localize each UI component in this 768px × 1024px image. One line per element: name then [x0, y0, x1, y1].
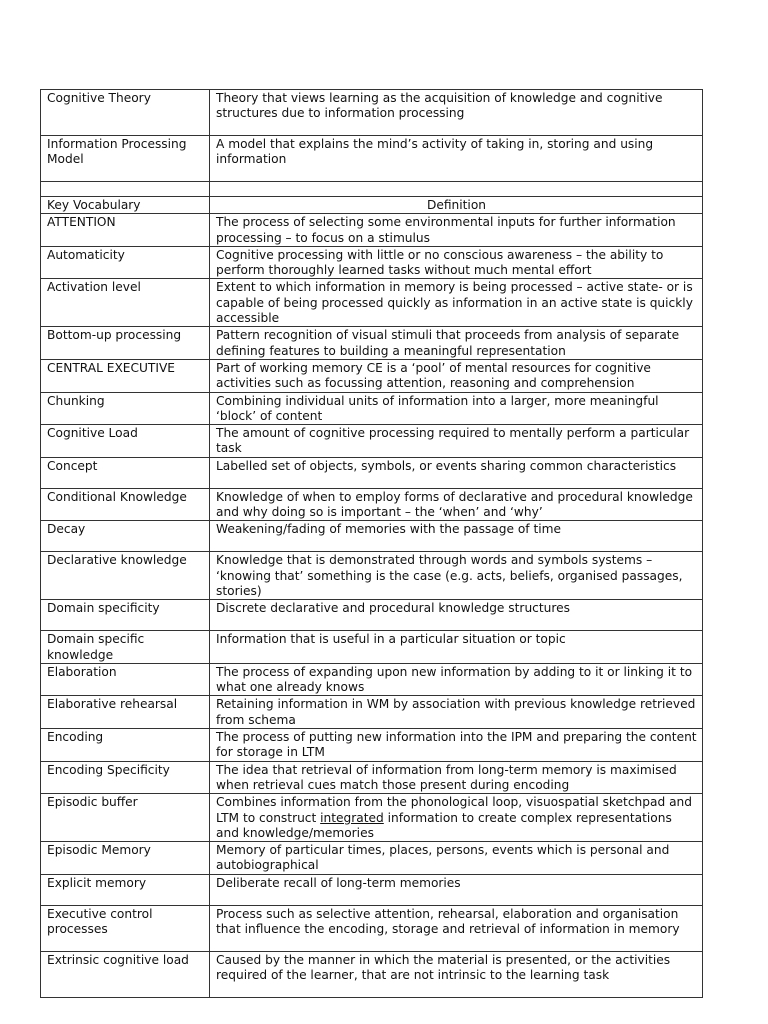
- term-cell: Cognitive Theory: [41, 90, 210, 136]
- table-row: [41, 279, 703, 327]
- term-cell: Domain specificity: [41, 600, 210, 631]
- table-row: [41, 392, 703, 425]
- definition-cell: Retaining information in WM by association with previous knowledge retrieved from schema: [210, 696, 703, 729]
- definition-cell: Deliberate recall of long-term memories: [210, 874, 703, 905]
- definition-cell: Theory that views learning as the acquisition of knowledge and cognitive structures due to information processing: [210, 90, 703, 136]
- table-row: [41, 521, 703, 552]
- empty-cell: [41, 182, 210, 197]
- term-cell: Executive control processes: [41, 905, 210, 951]
- definition-cell: The process of putting new information into the IPM and preparing the content for storage in LTM: [210, 729, 703, 762]
- definition-cell: Process such as selective attention, rehearsal, elaboration and organisation that influence the encoding, storage and retrieval of information in memory: [210, 905, 703, 951]
- vocabulary-table: [40, 89, 703, 998]
- vocabulary-sheet: [40, 89, 702, 982]
- term-cell: Bottom-up processing: [41, 327, 210, 360]
- empty-cell: [210, 182, 703, 197]
- table-row: [41, 761, 703, 794]
- term-cell: ATTENTION: [41, 214, 210, 247]
- table-row: [41, 457, 703, 488]
- table-row: [41, 600, 703, 631]
- term-cell: Automaticity: [41, 246, 210, 279]
- table-row: [41, 214, 703, 247]
- definition-cell: Pattern recognition of visual stimuli that proceeds from analysis of separate defining features to building a meaningful representation: [210, 327, 703, 360]
- term-cell: Chunking: [41, 392, 210, 425]
- table-row: [41, 794, 703, 842]
- definition-cell: Weakening/fading of memories with the passage of time: [210, 521, 703, 552]
- table-row: [41, 552, 703, 600]
- definition-cell: Extent to which information in memory is being processed – active state- or is capable of being processed quickly as information in an active state is quickly accessible: [210, 279, 703, 327]
- table-row: [41, 327, 703, 360]
- definition-cell: The idea that retrieval of information from long-term memory is maximised when retrieval cues match those present during encoding: [210, 761, 703, 794]
- term-cell: Activation level: [41, 279, 210, 327]
- table-row: [41, 425, 703, 458]
- definition-text: Combines information from the phonological loop, visuospatial sketchpad and LTM to construct: [216, 795, 693, 825]
- term-cell: Elaborative rehearsal: [41, 696, 210, 729]
- definition-cell: The amount of cognitive processing required to mentally perform a particular task: [210, 425, 703, 458]
- header-row: [41, 197, 703, 214]
- table-row: [41, 488, 703, 521]
- term-cell: Extrinsic cognitive load: [41, 951, 210, 997]
- term-cell: Concept: [41, 457, 210, 488]
- term-cell: Conditional Knowledge: [41, 488, 210, 521]
- term-cell: CENTRAL EXECUTIVE: [41, 359, 210, 392]
- term-cell: Encoding Specificity: [41, 761, 210, 794]
- table-row: [41, 696, 703, 729]
- term-cell: Explicit memory: [41, 874, 210, 905]
- definition-cell: Part of working memory CE is a ‘pool’ of mental resources for cognitive activities such as focussing attention, reasoning and comprehension: [210, 359, 703, 392]
- definition-cell: A model that explains the mind’s activity of taking in, storing and using information: [210, 136, 703, 182]
- table-row: [41, 631, 703, 664]
- table-row: [41, 663, 703, 696]
- table-row: [41, 874, 703, 905]
- definition-cell: Discrete declarative and procedural knowledge structures: [210, 600, 703, 631]
- definition-cell: Labelled set of objects, symbols, or events sharing common characteristics: [210, 457, 703, 488]
- table-row: [41, 90, 703, 136]
- table-row: [41, 842, 703, 875]
- spacer-row: [41, 182, 703, 197]
- term-cell: Domain specific knowledge: [41, 631, 210, 664]
- definition-cell: Combining individual units of information into a larger, more meaningful ‘block’ of content: [210, 392, 703, 425]
- term-cell: Declarative knowledge: [41, 552, 210, 600]
- term-cell: Information Processing Model: [41, 136, 210, 182]
- term-cell: Cognitive Load: [41, 425, 210, 458]
- key-vocabulary-header: Key Vocabulary: [41, 197, 210, 214]
- definition-cell: The process of selecting some environmental inputs for further information processing – to focus on a stimulus: [210, 214, 703, 247]
- definition-cell: Information that is useful in a particular situation or topic: [210, 631, 703, 664]
- definition-cell: Knowledge of when to employ forms of declarative and procedural knowledge and why doing so is important – the ‘when’ and ‘why’: [210, 488, 703, 521]
- table-row: [41, 136, 703, 182]
- definition-cell: The process of expanding upon new information by adding to it or linking it to what one already knows: [210, 663, 703, 696]
- underlined-word: integrated: [320, 810, 384, 825]
- definition-cell: Memory of particular times, places, persons, events which is personal and autobiographical: [210, 842, 703, 875]
- definition-text: information to create complex representations and knowledge/memories: [216, 810, 672, 840]
- term-cell: Episodic Memory: [41, 842, 210, 875]
- table-row: [41, 905, 703, 951]
- term-cell: Encoding: [41, 729, 210, 762]
- term-cell: Decay: [41, 521, 210, 552]
- definition-header: Definition: [210, 197, 703, 214]
- term-cell: Episodic buffer: [41, 794, 210, 842]
- table-row: [41, 729, 703, 762]
- definition-cell: [210, 794, 703, 842]
- table-row: [41, 246, 703, 279]
- table-row: [41, 359, 703, 392]
- definition-cell: Cognitive processing with little or no conscious awareness – the ability to perform thoroughly learned tasks without much mental effort: [210, 246, 703, 279]
- definition-cell: Knowledge that is demonstrated through words and symbols systems – ‘knowing that’ something is the case (e.g. acts, beliefs, organised passages, stories): [210, 552, 703, 600]
- table-row: [41, 951, 703, 997]
- definition-cell: Caused by the manner in which the material is presented, or the activities required of the learner, that are not intrinsic to the learning task: [210, 951, 703, 997]
- term-cell: Elaboration: [41, 663, 210, 696]
